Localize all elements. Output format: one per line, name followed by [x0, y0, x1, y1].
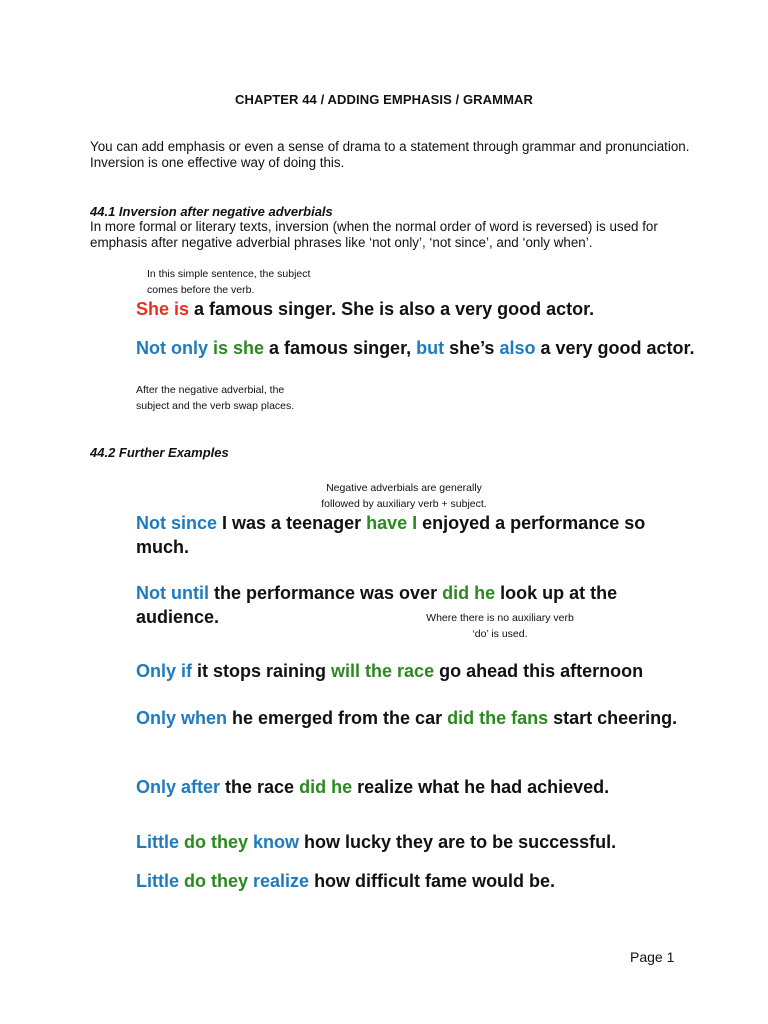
section-heading-44-1: 44.1 Inversion after negative adverbials — [90, 204, 333, 219]
highlight-adverbial: Little — [136, 832, 179, 852]
note-line: Negative adverbials are generally — [326, 482, 482, 494]
highlight-adverbial: Little — [136, 871, 179, 891]
highlight-adverbial: realize — [248, 871, 310, 891]
example-not-only — [136, 336, 696, 360]
section-heading-44-2: 44.2 Further Examples — [90, 445, 229, 460]
example-text: enjoyed a performance so much. — [136, 513, 646, 557]
example-text: a famous singer, — [264, 338, 417, 358]
example-text: a famous singer. She is also a very good actor. — [189, 299, 595, 319]
note-line: ‘do’ is used. — [472, 628, 528, 640]
example-little-realize — [136, 869, 696, 893]
example-little-know — [136, 830, 696, 854]
example-text: the performance was over — [208, 583, 443, 603]
highlight-inversion: do they — [179, 832, 249, 852]
note-swap-places — [136, 382, 294, 414]
highlight-adverbial: but — [416, 338, 445, 358]
highlight-inversion: will the race — [331, 661, 435, 681]
example-text: I was a teenager — [217, 513, 367, 533]
highlight-inversion: did the fans — [447, 708, 549, 728]
page-number: Page 1 — [630, 949, 675, 965]
example-text: how lucky they are to be successful. — [299, 832, 617, 852]
example-she-is — [136, 297, 696, 321]
example-text: how difficult fame would be. — [309, 871, 556, 891]
page-title: CHAPTER 44 / ADDING EMPHASIS / GRAMMAR — [234, 92, 533, 107]
highlight-adverbial: know — [248, 832, 300, 852]
highlight-adverbial: also — [499, 338, 536, 358]
highlight-inversion: is she — [208, 338, 265, 358]
intro-paragraph: You can add emphasis or even a sense of drama to a statement through grammar and pronunciation. Inversion is one effective way of doing this. — [90, 139, 690, 170]
example-only-when — [136, 706, 696, 730]
example-text: she’s — [444, 338, 500, 358]
example-text: look up at the audience. — [136, 583, 618, 627]
example-only-if — [136, 659, 696, 683]
highlight-adverbial: Only when — [136, 708, 228, 728]
example-not-since — [136, 511, 696, 559]
note-line: subject and the verb swap places. — [136, 400, 295, 412]
example-text: go ahead this afternoon — [434, 661, 644, 681]
highlight-adverbial: Only after — [136, 777, 221, 797]
highlight-subject-verb: She is — [136, 299, 190, 319]
example-text: the race — [220, 777, 300, 797]
section-44-1-body: In more formal or literary texts, inversion (when the normal order of word is reversed) is used for emphasis after negative adverbial phrases like ‘not only’, ‘not since’, and ‘only when’. — [90, 219, 658, 250]
note-line: In this simple sentence, the subject — [147, 268, 311, 280]
note-line: After the negative adverbial, the — [136, 384, 285, 396]
highlight-adverbial: Not until — [136, 583, 209, 603]
example-only-after — [136, 775, 696, 799]
highlight-inversion: did he — [442, 583, 496, 603]
highlight-inversion: do they — [179, 871, 249, 891]
note-line: comes before the verb. — [147, 284, 255, 296]
highlight-inversion: did he — [299, 777, 353, 797]
example-text: realize what he had achieved. — [352, 777, 610, 797]
example-text: it stops raining — [192, 661, 332, 681]
highlight-inversion: have I — [366, 513, 418, 533]
note-do-is-used — [380, 610, 620, 642]
note-line: Where there is no auxiliary verb — [426, 612, 574, 624]
highlight-adverbial: Not only — [136, 338, 208, 358]
note-subject-before-verb — [147, 266, 310, 298]
example-text: start cheering. — [548, 708, 678, 728]
example-text: a very good actor. — [535, 338, 695, 358]
note-auxiliary-subject — [284, 480, 524, 512]
highlight-adverbial: Only if — [136, 661, 193, 681]
note-line: followed by auxiliary verb + subject. — [321, 498, 487, 510]
highlight-adverbial: Not since — [136, 513, 218, 533]
example-text: he emerged from the car — [227, 708, 448, 728]
